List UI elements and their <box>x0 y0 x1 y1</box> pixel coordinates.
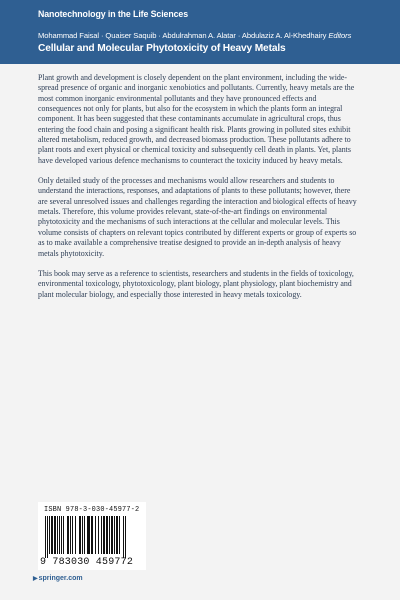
barcode-bar <box>95 516 96 554</box>
editor-names: Mohammad Faisal · Quaiser Saquib · Abdulrahman A. Alatar · Abdulaziz A. Al-Khedhairy <box>38 31 327 40</box>
barcode-bar <box>57 516 58 554</box>
paragraph: Plant growth and development is closely dependent on the plant environment, including the wide-spread presence of organic and inorganic xenobiotics and pollutants. Currently, heavy metals are the most common inorganic environmental pollutants and they have pronounced effects and consequences not only for plants, but also for the ecosystem in which the plants form an integral component. It has been suggested that these contaminants accumulate in agricultural crops, thus entering the food chain and posing a significant health risk. Plants growing in polluted sites exhibit altered metabolism, reduced growth, and decreased biomass production. These pollutants adhere to plant roots and exert physical or chemical toxicity and subsequently cell death in plants. Yet, plants have developed various defence mechanisms to counteract the toxicity induced by heavy metals. <box>38 73 355 165</box>
barcode-bar <box>114 516 115 554</box>
barcode-bar <box>45 516 46 558</box>
barcode-bar <box>61 516 62 554</box>
barcode-bar <box>47 516 48 558</box>
book-title: Cellular and Molecular Phytotoxicity of Heavy Metals <box>38 43 286 54</box>
barcode-bar <box>123 516 124 558</box>
right-triangle-icon: ▶ <box>33 576 38 582</box>
header-band <box>0 0 400 64</box>
barcode-bar <box>63 516 64 554</box>
barcode-bar <box>72 516 73 554</box>
barcode-bar <box>119 516 120 554</box>
editors-line <box>38 31 388 40</box>
publisher-link[interactable] <box>33 575 83 582</box>
barcode-digits: 9 783030 459772 <box>40 557 134 568</box>
barcode-bars <box>44 516 140 558</box>
barcode-bar <box>116 516 118 554</box>
barcode-bar <box>125 516 126 558</box>
barcode <box>38 502 146 570</box>
barcode-bar <box>91 516 93 554</box>
barcode-bar <box>59 516 60 554</box>
barcode-bar <box>54 516 56 554</box>
publisher-url: springer.com <box>38 575 83 582</box>
barcode-bar <box>79 516 81 554</box>
barcode-bar <box>111 516 113 554</box>
barcode-bar <box>67 516 69 554</box>
barcode-bar <box>75 516 76 554</box>
barcode-bar <box>103 516 105 554</box>
paragraph: This book may serve as a reference to scientists, researchers and students in the fields of toxicology, environmental toxicology, phytotoxicology, plant biology, plant physiology, plant biochemistry and plant molecular biology, and especially those interested in heavy metals toxicology. <box>38 268 354 299</box>
blurb <box>38 73 360 310</box>
barcode-bar <box>70 516 71 554</box>
barcode-bar <box>106 516 108 554</box>
barcode-bar <box>82 516 83 554</box>
isbn-label: ISBN 978-3-030-45977-2 <box>44 506 140 514</box>
barcode-bar <box>49 516 50 554</box>
barcode-bar <box>84 516 85 554</box>
barcode-bar <box>51 516 53 554</box>
barcode-bar <box>98 516 99 554</box>
barcode-bar <box>109 516 110 554</box>
editors-label: Editors <box>328 31 352 40</box>
barcode-bar <box>87 516 90 554</box>
series-name: Nanotechnology in the Life Sciences <box>38 9 188 19</box>
barcode-bar <box>101 516 102 554</box>
paragraph: Only detailed study of the processes and mechanisms would allow researchers and students to understand the interactions, responses, and adaptations of plants to these pollutants; however, there are several unresolved issues and challenges regarding the interaction and biological effects of heavy metals. Therefore, this volume provides relevant, state-of-the-art findings on environmental phytotoxicity and the mechanisms of such interactions at the cellular and molecular levels. This volume consists of chapters on relevant topics contributed by different experts or group of experts so as to make available a comprehensive treatise designed to provide an in-depth analysis of heavy metals phytotoxicity. <box>38 176 357 258</box>
